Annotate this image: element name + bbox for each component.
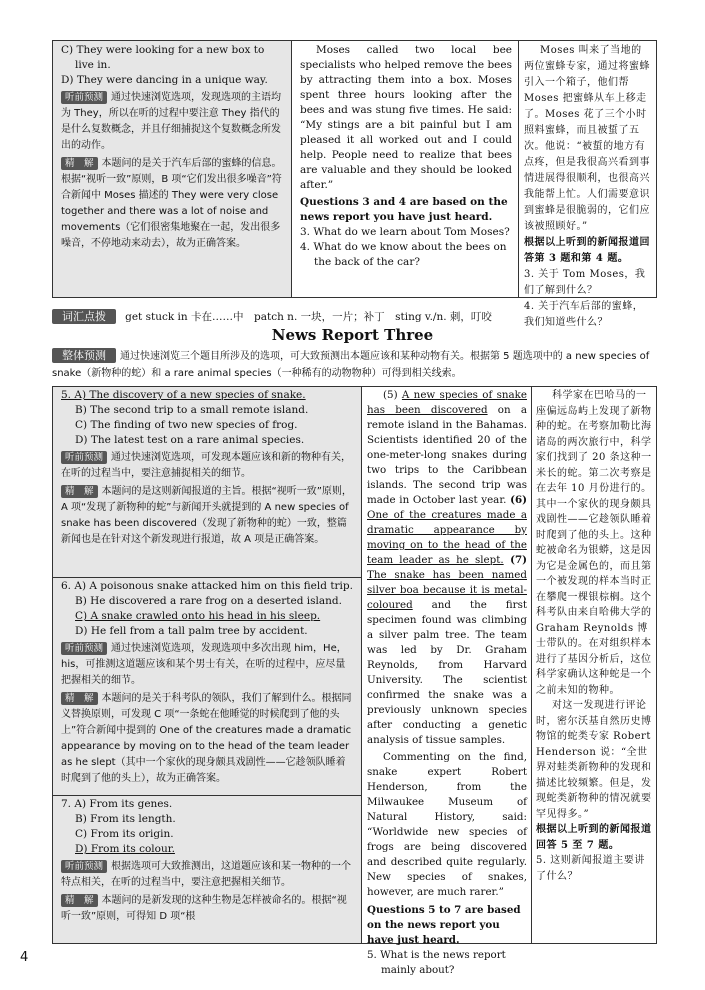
q7-option-c: C) From its origin. xyxy=(75,828,174,840)
q5-predict-tag: 听前预测 xyxy=(61,451,107,464)
option-d: D) They were dancing in a unique way. xyxy=(61,74,268,86)
translation-text: Moses 叫来了当地的两位蜜蜂专家，通过将蜜蜂引入一个箱子，他们帮 Moses 把蜜蜂从车上移走了。Moses 花了三个小时照料蜜蜂，而且被蜇了五次。他说：“被蜇的地方有点疼，但是我很高兴看到事情进展得很顺利，也很高兴我能帮上忙。人们需要意识到蜜蜂是很脆弱的，它们应该被照顾好。” xyxy=(524,45,650,232)
answer-5-underline: A new species of snake has been discovered xyxy=(367,389,528,416)
q6-option-b: B) He discovered a rare frog on a deserted island. xyxy=(75,595,342,607)
vocab-tag: 词汇点拨 xyxy=(52,309,116,324)
q7-analysis-text: 本题问的是新发现的这种生物是怎样被命名的。根据“视听一致”原则，可得知 D 项“根 xyxy=(61,895,347,922)
q6-predict-tag: 听前预测 xyxy=(61,642,107,655)
q7-predict-tag: 听前预测 xyxy=(61,860,107,873)
question-4: 4. What do we know about the bees on the back of the car? xyxy=(300,241,507,268)
q7-option-d: D) From its colour. xyxy=(75,843,175,855)
top-left-column xyxy=(53,41,291,297)
question-3: 3. What do we learn about Tom Moses? xyxy=(300,226,510,238)
top-right-column xyxy=(522,41,654,328)
passage-3-paragraph-1: (5) A new species of snake has been discovered on a remote island in the Bahamas. Scientists identified 20 of the one-meter-long snakes during two trips to the Caribbean islands. The second trip was made in October last year. (6) One of the creatures made a dramatic appearance by moving on to the head of the team leader as he slept. (7) The snake has been named silver boa because it is metal-coloured and the first specimen found was climbing a silver palm tree. The team was led by Dr. Graham Reynolds, from Harvard University. The scientist confirmed the snake was a previously unknown species after conducting a genetic analysis of tissue samples. xyxy=(367,389,528,746)
vocab-row xyxy=(52,305,657,321)
q6-analysis-text: 本题问的是关于科考队的领队，我们了解到什么。根据同义替换原则，可发现 C 项“一条蛇在他睡觉的时候爬到了他的头上”符合新闻中提到的 One of the creatures made a dramatic appearance by moving on to the head of the team leader as he slept（其中一个家伙的现身颇具戏剧性——它趁领队睡着时爬到了他的头上），故为正确答案。 xyxy=(61,693,352,784)
translation-3-paragraph-1: 科学家在巴哈马的一座偏远岛屿上发现了新物种的蛇。在考察加勒比海诸岛的两次旅行中，科学家们找到了 20 条这种一米长的蛇。第二次考察是在去年 10 月份进行的。其中一个家伙的现身颇具戏剧性——它趁领队睡着时爬到了他的头上。这种蛇被命名为银蟒，这是因为它是金属色的，而且第一个被发现的样本当时正在攀爬一棵银棕榈。这个科考队由来自哈佛大学的 Graham Reynolds 博士带队的。在对组织样本进行了基因分析后，这位科学家确认这种蛇是一个之前未知的物种。 xyxy=(536,390,652,696)
top-middle-column xyxy=(298,41,514,297)
answer-7-underline: The snake has been named silver boa because it is metal-coloured xyxy=(367,569,527,611)
option-c: C) They were looking for a new box to live in. xyxy=(61,44,265,71)
q5-analysis-text: 本题问的是这则新闻报道的主旨。根据“视听一致”原则，A 项“发现了新物种的蛇”与新闻开头就提到的 A new species of snake has been discovered（发现了新物种的蛇）一致，整篇新闻也是在针对这个新发现进行报道，故 A 项是正确答案。 xyxy=(61,486,352,545)
vocab-text: get stuck in 卡在……中 patch n. 一块，一片；补丁 sting v./n. 刺，叮咬 xyxy=(125,311,492,323)
overall-text: 通过快速浏览三个题目所涉及的选项，可大致预测出本题应该和某种动物有关。根据第 5 题选项中的 a new species of snake（新物种的蛇）和 a rare animal species（一种稀有的动物物种）可得到相关线索。 xyxy=(52,351,650,379)
page-number: 4 xyxy=(20,950,29,965)
q7-analysis-tag: 精 解 xyxy=(61,894,98,907)
translation-question-3: 3. 关于 Tom Moses，我们了解到什么？ xyxy=(524,269,646,296)
passage-3-paragraph-2: Commenting on the find, snake expert Robert Henderson, from the Milwaukee Museum of Natural History, said: “Worldwide new species of frogs are being discovered and described quite regularly. New species of snakes, however, are much rarer.” xyxy=(367,751,527,898)
translation-3-question-5: 5. 这则新闻报道主要讲了什么？ xyxy=(536,855,645,882)
predict-tag: 听前预测 xyxy=(61,91,107,104)
q5-analysis-tag: 精 解 xyxy=(61,485,98,498)
passage-3-instruction: Questions 5 to 7 are based on the news report you have just heard. xyxy=(367,904,521,946)
q5-option-a: 5. A) The discovery of a new species of snake. xyxy=(61,389,306,401)
predict-text: 通过快速浏览选项，发现选项的主语均为 They，所以在听的过程中要注意 They 指代的是什么复数概念，并且仔细捕捉这个复数概念所发出的动作。 xyxy=(61,92,282,151)
q5-option-c: C) The finding of two new species of frog. xyxy=(75,419,298,431)
report-title: News Report Three xyxy=(271,326,434,344)
q6-analysis-tag: 精 解 xyxy=(61,692,98,705)
passage-text: Moses called two local bee specialists who helped remove the bees by attracting them into a box. Moses spent three hours looking after the bees and was stung five times. He said: “My stings are a bit painful but I am pleased it all worked out and I could help. People need to realize that bees are valuable and they should be looked after.” xyxy=(300,44,512,191)
passage-3-column xyxy=(366,388,528,976)
analysis-text: 本题问的是关于汽车后部的蜜蜂的信息。根据“视听一致”原则，B 项“它们发出很多噪音”符合新闻中 Moses 描述的 They were very close together and there was a lot of noise and movements（它们很密集地聚在一起，发出很多噪音，不停地动来动去），故为正确答案。 xyxy=(61,158,282,249)
question-5-block xyxy=(53,387,361,577)
overall-tag: 整体预测 xyxy=(52,348,116,363)
q6-option-a: 6. A) A poisonous snake attacked him on this field trip. xyxy=(61,580,353,592)
passage-3-question-5: 5. What is the news report mainly about? xyxy=(367,949,506,976)
translation-3-paragraph-2: 对这一发现进行评论时，密尔沃基自然历史博物馆的蛇类专家 Robert Henderson 说：“全世界对蛙类新物种的发现和描述比较频繁。但是，发现蛇类新物种的情况就要罕见得多。” xyxy=(536,700,652,820)
q5-option-b: B) The second trip to a small remote island. xyxy=(75,404,309,416)
overall-prediction xyxy=(52,348,657,382)
q7-option-a: 7. A) From its genes. xyxy=(61,798,173,810)
question-6-block xyxy=(53,578,361,795)
answer-6-underline: One of the creatures made a dramatic appearance by moving on to the head of the team leader as he slept. xyxy=(367,509,527,566)
instruction-text: Questions 3 and 4 are based on the news report you have just heard. xyxy=(300,196,508,223)
q6-option-c: C) A snake crawled onto his head in his sleep. xyxy=(75,610,321,622)
translation-3-instruction: 根据以上听到的新闻报道回答 5 至 7 题。 xyxy=(536,824,652,851)
q7-predict-text: 根据选项可大致推测出，这道题应该和某一物种的一个特点相关，在听的过程当中，要注意把握相关细节。 xyxy=(61,861,352,888)
q5-predict-text: 通过快速浏览选项，可发现本题应该和新的物种有关，在听的过程当中，要注意捕捉相关的细节。 xyxy=(61,452,352,479)
analysis-tag: 精 解 xyxy=(61,157,98,170)
q7-option-b: B) From its length. xyxy=(75,813,176,825)
translation-instruction: 根据以上听到的新闻报道回答第 3 题和第 4 题。 xyxy=(524,237,650,264)
question-7-block xyxy=(53,796,361,943)
q6-option-d: D) He fell from a tall palm tree by accident. xyxy=(75,625,308,637)
q6-predict-text: 通过快速浏览选项，发现选项中多次出现 him，He，his，可推测这道题应该和某个男士有关，在听的过程中，应尽量把握相关的细节。 xyxy=(61,643,347,686)
passage-3-translation-column xyxy=(535,388,655,942)
translation-question-4: 4. 关于汽车后部的蜜蜂，我们知道些什么？ xyxy=(524,301,644,328)
q5-option-d: D) The latest test on a rare animal species. xyxy=(75,434,305,446)
